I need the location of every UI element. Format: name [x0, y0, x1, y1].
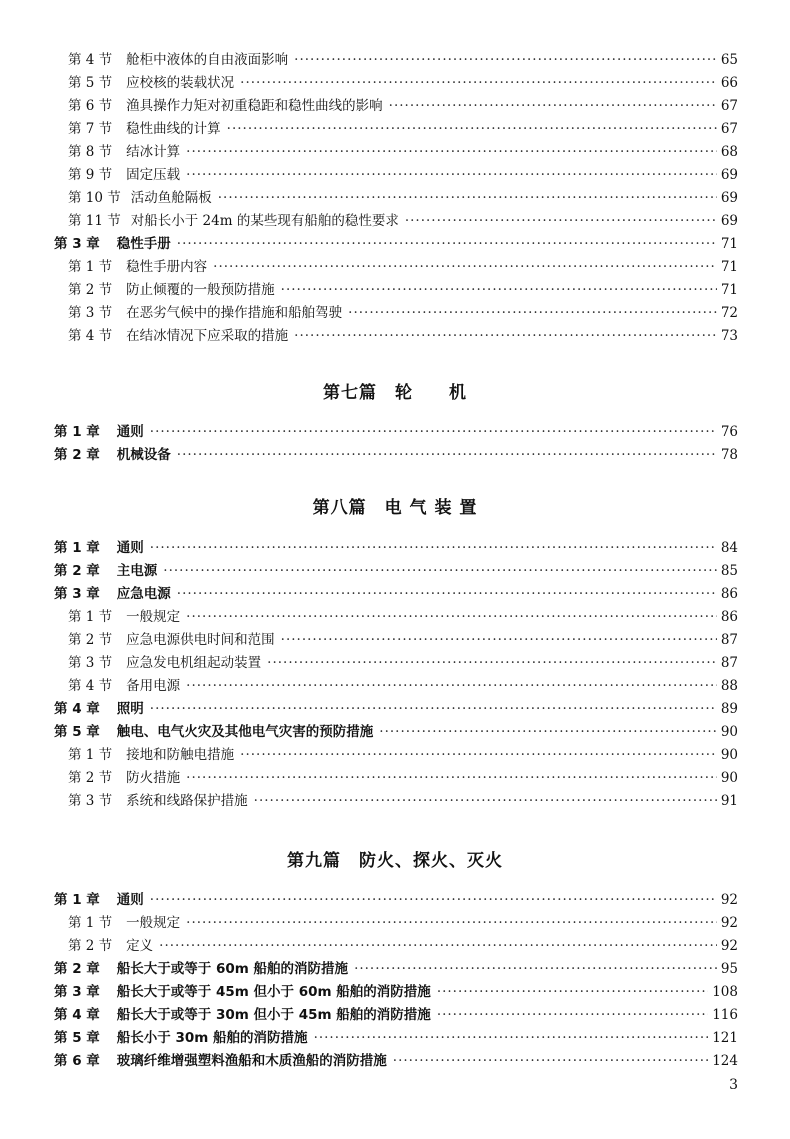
toc-entry-title: 通则 [116, 540, 144, 556]
toc-section-entry [0, 626, 790, 649]
toc-entry-page: 73 [720, 328, 738, 344]
toc-entry-number: 第 3 节 [68, 655, 113, 671]
toc-entry-page: 76 [720, 424, 738, 440]
toc-entry-title: 一般规定 [126, 609, 181, 625]
toc-chapter-entry [0, 718, 790, 741]
leader-dots [240, 75, 717, 92]
toc-entry-page: 69 [720, 167, 738, 183]
toc-block-part9 [0, 886, 790, 1070]
toc-entry-page: 90 [720, 770, 738, 786]
part7-title: 第七篇 轮 机 [323, 383, 467, 403]
leader-dots [150, 540, 717, 557]
toc-section-entry [0, 672, 790, 695]
toc-chapter-entry [0, 557, 790, 580]
toc-entry-number: 第 1 章 [54, 540, 100, 556]
toc-entry-title: 备用电源 [126, 678, 181, 694]
toc-entry-number: 第 3 章 [54, 586, 100, 602]
leader-dots [405, 213, 717, 230]
leader-dots [150, 892, 717, 909]
toc-entry-title: 应急发电机组起动装置 [126, 655, 262, 671]
toc-entry-page: 90 [720, 747, 738, 763]
toc-entry-page: 86 [720, 586, 738, 602]
leader-dots [227, 121, 717, 138]
toc-section-entry [0, 649, 790, 672]
toc-section-entry [0, 299, 790, 322]
toc-chapter-entry [0, 955, 790, 978]
toc-entry-title: 对船长小于 24m 的某些现有船舶的稳性要求 [130, 213, 399, 229]
leader-dots [159, 938, 717, 955]
toc-entry-page: 67 [720, 98, 738, 114]
toc-entry-number: 第 1 节 [68, 915, 113, 931]
leader-dots [177, 586, 717, 603]
toc-section-entry [0, 161, 790, 184]
toc-entry-page: 92 [720, 938, 738, 954]
leader-dots [213, 259, 717, 276]
leader-dots [393, 1053, 708, 1070]
toc-chapter-entry [0, 1024, 790, 1047]
toc-entry-title: 船长大于或等于 60m 船舶的消防措施 [116, 961, 349, 977]
toc-chapter-entry [0, 1047, 790, 1070]
toc-entry-page: 91 [720, 793, 738, 809]
toc-entry-title: 活动鱼舱隔板 [130, 190, 212, 206]
toc-entry-title: 通则 [116, 424, 144, 440]
toc-entry-page: 69 [720, 190, 738, 206]
toc-entry-page: 86 [720, 609, 738, 625]
toc-entry-number: 第 1 节 [68, 609, 113, 625]
toc-entry-number: 第 3 节 [68, 305, 113, 321]
toc-entry-page: 88 [720, 678, 738, 694]
toc-entry-title: 通则 [116, 892, 144, 908]
toc-entry-number: 第 11 节 [68, 213, 121, 229]
toc-entry-number: 第 2 节 [68, 770, 113, 786]
toc-entry-page: 72 [720, 305, 738, 321]
toc-entry-number: 第 1 章 [54, 892, 100, 908]
leader-dots [186, 144, 717, 161]
toc-block-part8 [0, 534, 790, 810]
toc-entry-page: 92 [720, 892, 738, 908]
leader-dots [177, 447, 717, 464]
toc-entry-number: 第 9 节 [68, 167, 113, 183]
toc-entry-number: 第 1 节 [68, 747, 113, 763]
toc-entry-title: 船长小于 30m 船舶的消防措施 [116, 1030, 308, 1046]
toc-section-entry [0, 603, 790, 626]
toc-entry-number: 第 6 节 [68, 98, 113, 114]
toc-entry-number: 第 1 节 [68, 259, 113, 275]
leader-dots [348, 305, 717, 322]
toc-section-entry [0, 69, 790, 92]
toc-entry-number: 第 2 章 [54, 563, 100, 579]
toc-entry-number: 第 2 章 [54, 961, 100, 977]
toc-section-entry [0, 322, 790, 345]
leader-dots [163, 563, 717, 580]
toc-chapter-entry [0, 534, 790, 557]
toc-entry-title: 接地和防触电措施 [126, 747, 235, 763]
toc-section-entry [0, 46, 790, 69]
leader-dots [186, 167, 717, 184]
leader-dots [281, 632, 717, 649]
toc-entry-number: 第 6 章 [54, 1053, 100, 1069]
toc-entry-title: 渔具操作力矩对初重稳距和稳性曲线的影响 [126, 98, 383, 114]
toc-entry-title: 船长大于或等于 45m 但小于 60m 船舶的消防措施 [116, 984, 431, 1000]
toc-entry-number: 第 5 章 [54, 1030, 100, 1046]
toc-section-entry [0, 253, 790, 276]
toc-section-entry [0, 741, 790, 764]
toc-entry-page: 108 [712, 984, 738, 1000]
toc-entry-number: 第 3 章 [54, 236, 100, 252]
toc-section-entry [0, 764, 790, 787]
toc-entry-page: 85 [720, 563, 738, 579]
toc-entry-page: 65 [720, 52, 738, 68]
toc-entry-number: 第 5 节 [68, 75, 113, 91]
toc-entry-title: 机械设备 [116, 447, 171, 463]
toc-section-entry [0, 115, 790, 138]
toc-entry-number: 第 2 节 [68, 938, 113, 954]
toc-section-entry [0, 276, 790, 299]
toc-entry-title: 固定压载 [126, 167, 181, 183]
toc-chapter-entry [0, 580, 790, 603]
toc-entry-number: 第 4 章 [54, 701, 100, 717]
part9-title: 第九篇 防火、探火、灭火 [287, 851, 503, 871]
toc-entry-number: 第 7 节 [68, 121, 113, 137]
leader-dots [437, 984, 708, 1001]
leader-dots [267, 655, 717, 672]
toc-entry-page: 95 [720, 961, 738, 977]
leader-dots [379, 724, 717, 741]
toc-entry-page: 71 [720, 259, 738, 275]
toc-entry-title: 应急电源供电时间和范围 [126, 632, 275, 648]
toc-chapter-entry [0, 1001, 790, 1024]
toc-entry-title: 主电源 [116, 563, 158, 579]
toc-entry-number: 第 5 章 [54, 724, 100, 740]
toc-chapter-entry [0, 886, 790, 909]
leader-dots [186, 609, 717, 626]
page-number: 3 [729, 1077, 738, 1093]
toc-entry-title: 稳性手册内容 [126, 259, 208, 275]
toc-chapter-entry [0, 418, 790, 441]
toc-entry-number: 第 2 节 [68, 282, 113, 298]
toc-entry-page: 71 [720, 236, 738, 252]
toc-block-part6-continued [0, 46, 790, 345]
leader-dots [437, 1007, 708, 1024]
leader-dots [177, 236, 717, 253]
leader-dots [186, 915, 717, 932]
leader-dots [218, 190, 717, 207]
toc-section-entry [0, 787, 790, 810]
toc-entry-number: 第 10 节 [68, 190, 121, 206]
toc-chapter-entry [0, 978, 790, 1001]
toc-block-part7 [0, 418, 790, 464]
toc-entry-title: 在恶劣气候中的操作措施和船舶驾驶 [126, 305, 343, 321]
toc-entry-title: 照明 [116, 701, 144, 717]
toc-entry-title: 应校核的装载状况 [126, 75, 235, 91]
leader-dots [354, 961, 717, 978]
toc-entry-number: 第 3 章 [54, 984, 100, 1000]
leader-dots [186, 770, 717, 787]
leader-dots [254, 793, 717, 810]
toc-chapter-entry [0, 441, 790, 464]
toc-section-entry [0, 909, 790, 932]
toc-entry-title: 防火措施 [126, 770, 181, 786]
toc-entry-number: 第 4 节 [68, 52, 113, 68]
toc-entry-title: 触电、电气火灾及其他电气灾害的预防措施 [116, 724, 374, 740]
toc-entry-number: 第 2 节 [68, 632, 113, 648]
leader-dots [389, 98, 717, 115]
toc-entry-title: 舱柜中液体的自由液面影响 [126, 52, 289, 68]
leader-dots [314, 1030, 709, 1047]
toc-section-entry [0, 138, 790, 161]
toc-entry-title: 稳性手册 [116, 236, 171, 252]
toc-entry-page: 84 [720, 540, 738, 556]
toc-entry-number: 第 1 章 [54, 424, 100, 440]
toc-entry-title: 定义 [126, 938, 154, 954]
toc-entry-title: 一般规定 [126, 915, 181, 931]
toc-section-entry [0, 92, 790, 115]
toc-section-entry [0, 207, 790, 230]
toc-entry-page: 78 [720, 447, 738, 463]
toc-entry-number: 第 4 节 [68, 328, 113, 344]
toc-entry-page: 92 [720, 915, 738, 931]
toc-entry-title: 系统和线路保护措施 [126, 793, 248, 809]
toc-entry-page: 69 [720, 213, 738, 229]
toc-chapter-entry [0, 695, 790, 718]
toc-entry-title: 应急电源 [116, 586, 171, 602]
leader-dots [240, 747, 717, 764]
toc-section-entry [0, 932, 790, 955]
leader-dots [294, 328, 717, 345]
toc-entry-page: 90 [720, 724, 738, 740]
toc-chapter-entry [0, 230, 790, 253]
part8-title: 第八篇 电 气 装 置 [312, 498, 478, 518]
toc-entry-page: 121 [712, 1030, 738, 1046]
toc-entry-title: 在结冰情况下应采取的措施 [126, 328, 289, 344]
toc-section-entry [0, 184, 790, 207]
toc-entry-page: 66 [720, 75, 738, 91]
toc-entry-title: 结冰计算 [126, 144, 181, 160]
toc-entry-number: 第 2 章 [54, 447, 100, 463]
leader-dots [150, 424, 717, 441]
leader-dots [186, 678, 717, 695]
toc-entry-title: 船长大于或等于 30m 但小于 45m 船舶的消防措施 [116, 1007, 431, 1023]
toc-entry-page: 89 [720, 701, 738, 717]
toc-entry-page: 87 [720, 632, 738, 648]
toc-entry-number: 第 4 章 [54, 1007, 100, 1023]
toc-entry-number: 第 8 节 [68, 144, 113, 160]
toc-entry-number: 第 3 节 [68, 793, 113, 809]
toc-entry-page: 68 [720, 144, 738, 160]
leader-dots [281, 282, 717, 299]
toc-entry-page: 116 [712, 1007, 738, 1023]
toc-entry-page: 71 [720, 282, 738, 298]
toc-entry-title: 防止倾覆的一般预防措施 [126, 282, 275, 298]
toc-entry-page: 124 [712, 1053, 738, 1069]
leader-dots [294, 52, 717, 69]
toc-entry-title: 玻璃纤维增强塑料渔船和木质渔船的消防措施 [116, 1053, 387, 1069]
toc-entry-page: 87 [720, 655, 738, 671]
leader-dots [150, 701, 717, 718]
toc-entry-number: 第 4 节 [68, 678, 113, 694]
toc-entry-page: 67 [720, 121, 738, 137]
toc-entry-title: 稳性曲线的计算 [126, 121, 221, 137]
